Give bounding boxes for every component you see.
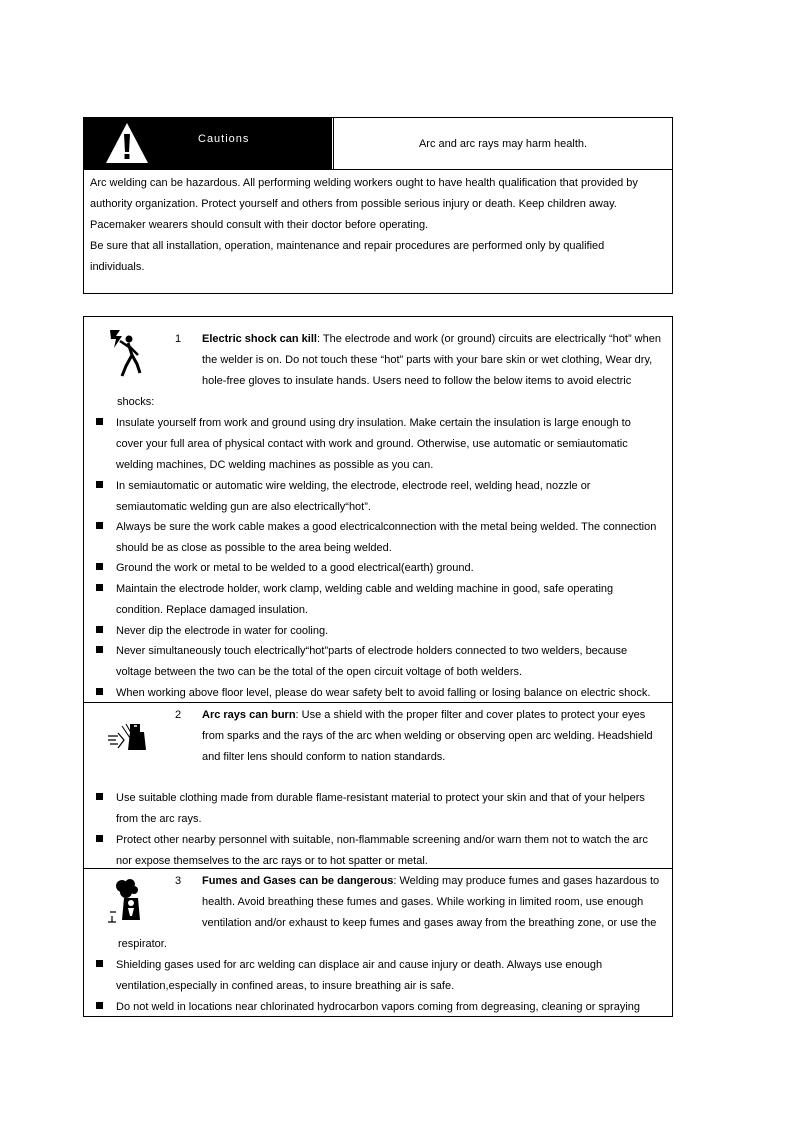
section-number: 3 — [175, 875, 182, 887]
caution-line: individuals. — [90, 261, 145, 273]
arc-rays-welder-icon — [106, 716, 150, 752]
warning-triangle-icon — [104, 121, 150, 165]
bullet-line: Maintain the electrode holder, work clamp, welding cable and welding machine in good, safe operating — [116, 583, 614, 595]
caution-box — [83, 117, 673, 294]
bullet-line: Do not weld in locations near chlorinated hydrocarbon vapors coming from degreasing, cleaning or spraying — [116, 1001, 641, 1013]
bullet-marker — [96, 626, 103, 633]
bullet-marker — [96, 646, 103, 653]
section-title: Electric shock can kill — [202, 333, 317, 345]
bullet-line: Never dip the electrode in water for cooling. — [116, 625, 329, 637]
caution-body — [90, 173, 664, 278]
section-intro-line: and filter lens should conform to nation standards. — [202, 751, 446, 763]
bullet-line: Never simultaneously touch electrically“hot”parts of electrode holders connected to two welders, because — [116, 645, 628, 657]
section-intro-line: health. Avoid breathing these fumes and gases. While working in limited room, use enough — [202, 896, 644, 908]
section-intro-line: the welder is on. Do not touch these “hot” parts with your bare skin or wet clothing, Wear dry, — [202, 354, 653, 366]
section-number: 1 — [175, 333, 182, 345]
bullet-marker — [96, 960, 103, 967]
bullet-line: ventilation,especially in confined areas, to insure breathing air is safe. — [116, 980, 455, 992]
section-intro-line: hole-free gloves to insulate hands. Users need to follow the below items to avoid electric — [202, 375, 632, 387]
bullet-marker — [96, 563, 103, 570]
caution-line: Pacemaker wearers should consult with their doctor before operating. — [90, 219, 429, 231]
caution-title-cell — [84, 118, 332, 169]
bullet-marker — [96, 835, 103, 842]
section-title: Arc rays can burn — [202, 709, 296, 721]
caution-line: Arc welding can be hazardous. All performing welding workers ought to have health qualification that provided by — [90, 177, 638, 189]
bullet-line: Always be sure the work cable makes a good electricalconnection with the metal being welded. The connection — [116, 521, 657, 533]
section-intro-text: : Use a shield with the proper filter and cover plates to protect your eyes — [295, 709, 646, 721]
bullet-marker — [96, 584, 103, 591]
bullet-line: cover your full area of physical contact with work and ground. Otherwise, use automatic or semiautomatic — [116, 438, 628, 450]
section-intro-line: respirator. — [118, 938, 167, 950]
caution-subtitle: Arc and arc rays may harm health. — [333, 118, 672, 169]
caution-title: Cautions — [198, 133, 250, 145]
section-intro-line: ventilation and/or exhaust to keep fumes and gases away from the breathing zone, or use the — [202, 917, 657, 929]
bullet-marker — [96, 522, 103, 529]
bullet-line: nor expose themselves to the arc rays or to hot spatter or metal. — [116, 855, 428, 867]
caution-line: authority organization. Protect yourself and others from possible serious injury or death. Keep children away. — [90, 198, 617, 210]
section-intro-line: shocks: — [117, 396, 155, 408]
bullet-marker — [96, 688, 103, 695]
electric-shock-icon — [106, 328, 146, 380]
bullet-line: should be as close as possible to the area being welded. — [116, 542, 392, 554]
section-number: 2 — [175, 709, 182, 721]
section-intro-line — [202, 871, 659, 892]
bullet-marker — [96, 1002, 103, 1009]
caution-line: Be sure that all installation, operation, maintenance and repair procedures are performed only by qualified — [90, 240, 605, 252]
bullet-line: semiautomatic welding gun are also electrically“hot”. — [116, 501, 371, 513]
bullet-line: In semiautomatic or automatic wire welding, the electrode, electrode reel, welding head, nozzle or — [116, 480, 591, 492]
bullet-line: welding machines, DC welding machines as possible as you can. — [116, 459, 434, 471]
section-intro-line — [202, 329, 661, 350]
bullet-marker — [96, 481, 103, 488]
section-title: Fumes and Gases can be dangerous — [202, 875, 394, 887]
fumes-gases-icon — [104, 876, 148, 924]
section-intro-text: : Welding may produce fumes and gases hazardous to — [393, 875, 660, 887]
bullet-line: Insulate yourself from work and ground using dry insulation. Make certain the insulation is large enough to — [116, 417, 631, 429]
bullet-marker — [96, 793, 103, 800]
bullet-marker — [96, 418, 103, 425]
bullet-line: Shielding gases used for arc welding can displace air and cause injury or death. Always use enough — [116, 959, 603, 971]
section-intro-text: : The electrode and work (or ground) circuits are electrically “hot” when — [316, 333, 661, 345]
caution-header — [84, 118, 672, 170]
bullet-line: from the arc rays. — [116, 813, 202, 825]
section-intro-line: from sparks and the rays of the arc when welding or observing open arc welding. Headshield — [202, 730, 653, 742]
bullet-line: voltage between the two can be the total of the open circuit voltage of both welders. — [116, 666, 523, 678]
section-intro-line — [202, 705, 645, 726]
bullet-line: Ground the work or metal to be welded to a good electrical(earth) ground. — [116, 562, 474, 574]
bullet-line: condition. Replace damaged insulation. — [116, 604, 309, 616]
bullet-line: Use suitable clothing made from durable flame-resistant material to protect your skin and that of your helpers — [116, 792, 645, 804]
bullet-line: When working above floor level, please do wear safety belt to avoid falling or losing balance on electric shock. — [116, 687, 651, 699]
bullet-line: Protect other nearby personnel with suitable, non-flammable screening and/or warn them not to watch the arc — [116, 834, 648, 846]
